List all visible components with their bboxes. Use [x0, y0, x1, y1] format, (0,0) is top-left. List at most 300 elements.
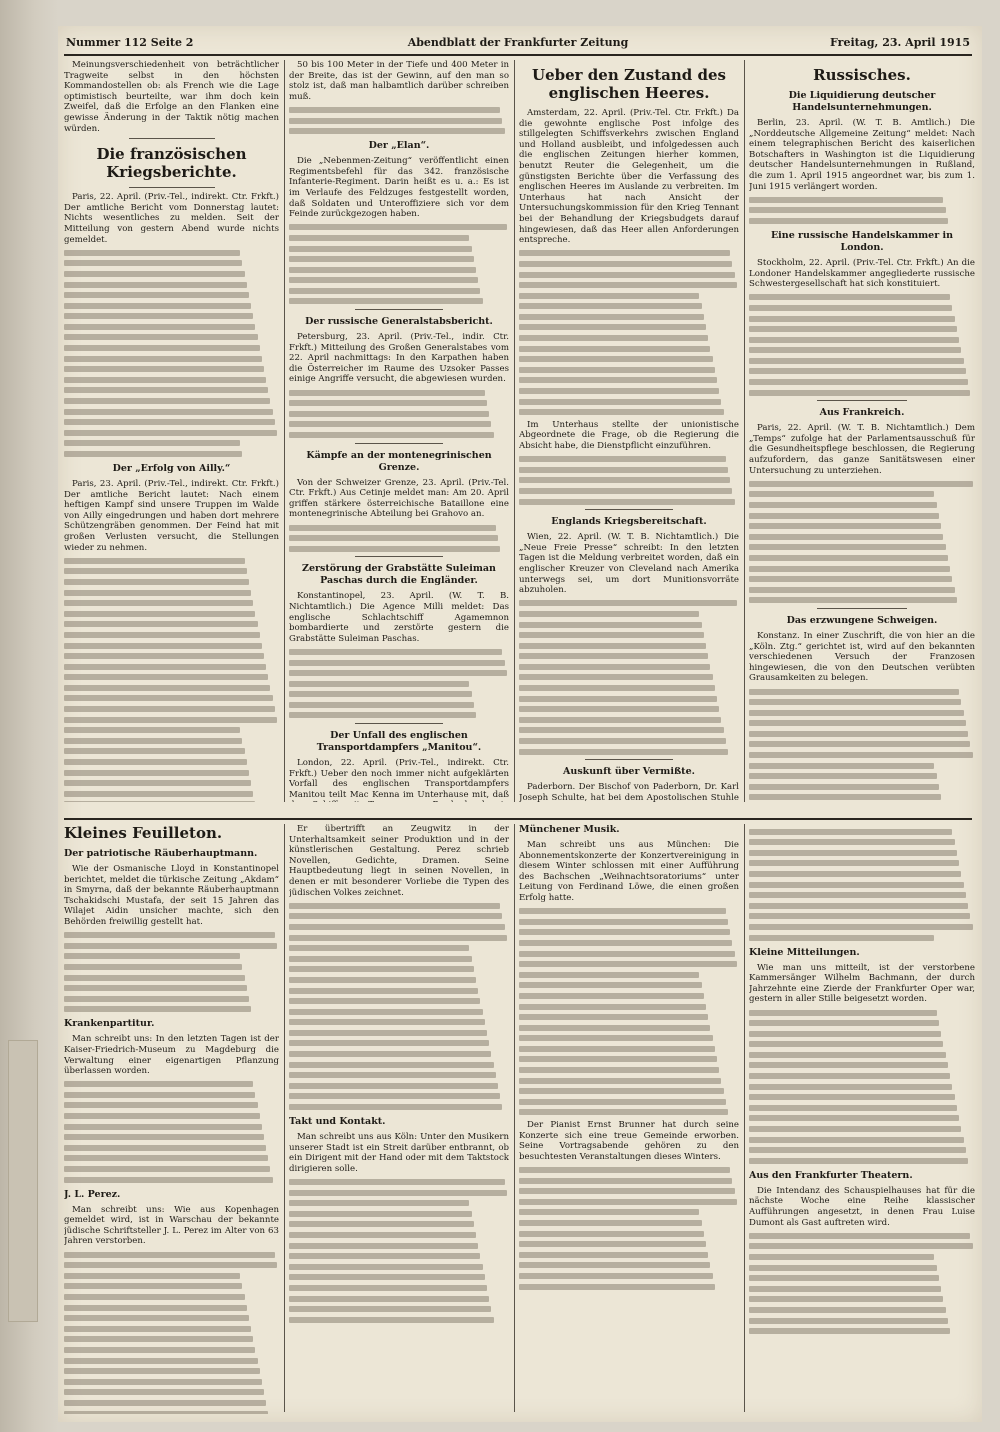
article-paragraph: Berlin, 23. April. (W. T. B. Amtlich.) Die „Norddeutsche Allgemeine Zeitung“ meldet: Nach einem telegraphischen Bericht des kaiserlichen Botschafters in Washington ist die Liquidierung deutscher Handelsunternehmungen in Rußland, die zum 1. April 1915 angeordnet war, bis zum 1. Juni 1915 verlängert worden. — [749, 118, 975, 192]
text-line — [749, 597, 957, 603]
text-line — [64, 334, 258, 340]
text-line — [64, 1113, 260, 1119]
text-line — [64, 759, 247, 765]
column-rule — [284, 824, 285, 1412]
text-line — [519, 335, 708, 341]
column-rule — [514, 824, 515, 1412]
text-line — [519, 1262, 710, 1268]
text-line — [64, 430, 277, 436]
separator — [129, 187, 215, 188]
text-line — [64, 313, 253, 319]
text-line — [289, 1083, 498, 1089]
text-line — [749, 892, 966, 898]
text-line — [519, 367, 715, 373]
text-line — [519, 972, 699, 978]
article-paragraph: Von der Schweizer Grenze, 23. April. (Priv.-Tel. Ctr. Frkft.) Aus Cetinje meldet man: Am 20. April griffen stärkere österreichische Bataillone eine montenegrinische Abteilung bei Grahovo an. — [289, 477, 509, 520]
text-line — [289, 288, 480, 294]
text-line — [749, 218, 948, 224]
text-line — [289, 107, 500, 113]
text-line — [64, 1411, 268, 1415]
text-line — [289, 1104, 502, 1110]
text-line — [64, 791, 253, 797]
article-paragraph: Konstanz. In einer Zuschrift, die von hier an die „Köln. Ztg.“ gerichtet ist, wird auf den bekannten verschiedenen Versuch der Franzosen hingewiesen, die von den Deutschen verübten Grausamkeiten zu belegen. — [749, 630, 975, 684]
text-line — [519, 706, 719, 712]
text-line — [64, 1124, 262, 1130]
text-line — [289, 1264, 483, 1270]
sub-heading-london-chamber: Eine russische Handelskammer in London. — [770, 229, 954, 253]
article-paragraph: Im Unterhaus stellte der unionistische Abgeordnete die Frage, ob die Regierung die Absicht habe, die Dienstpflicht einzuführen. — [519, 419, 739, 451]
article-paragraph: Paderborn. Der Bischof von Paderborn, Dr. Karl Joseph Schulte, hat bei dem Apostolischen Stuhle — [519, 782, 739, 802]
text-line — [749, 1010, 937, 1016]
text-line — [289, 1030, 487, 1036]
text-line — [749, 829, 952, 835]
text-line — [749, 305, 952, 311]
text-line — [749, 368, 966, 374]
text-line — [749, 1105, 957, 1111]
text-line — [64, 653, 264, 659]
text-line — [749, 316, 955, 322]
text-line — [749, 587, 955, 593]
text-line — [64, 1102, 258, 1108]
text-line — [519, 611, 699, 617]
text-line — [519, 674, 713, 680]
text-line — [64, 282, 247, 288]
text-line — [64, 1081, 253, 1087]
text-line — [64, 1368, 260, 1374]
sub-heading-missing-persons: Auskunft über Vermißte. — [563, 766, 695, 778]
text-line — [64, 398, 270, 404]
text-line — [289, 956, 472, 962]
sub-heading-suleiman: Zerstörung der Grabstätte Suleiman Paschas durch die Engländer. — [302, 563, 496, 587]
separator — [817, 608, 907, 609]
article-paragraph: Stockholm, 22. April. (Priv.-Tel. Ctr. Frkft.) An die Londoner Handelskammer angegliederte russische Schwestergesellschaft hat sich konstituiert. — [749, 257, 975, 290]
text-line — [64, 1283, 242, 1289]
text-line — [519, 499, 735, 505]
issue-date: Freitag, 23. April 1915 — [830, 36, 970, 49]
text-line — [64, 985, 247, 991]
text-line — [749, 1296, 943, 1302]
text-line — [64, 727, 240, 733]
text-line — [519, 1220, 702, 1226]
text-line — [519, 1241, 706, 1247]
text-line — [749, 1158, 968, 1164]
text-line — [289, 411, 489, 417]
text-line — [64, 943, 277, 949]
text-line — [64, 1389, 264, 1395]
text-line — [64, 558, 245, 564]
feuilleton-column-1 — [64, 824, 279, 1414]
separator — [129, 138, 215, 139]
text-line — [289, 421, 491, 427]
text-line — [289, 277, 478, 283]
text-line — [64, 600, 253, 606]
text-line — [289, 546, 500, 552]
article-paragraph: Konstantinopel, 23. April. (W. T. B. Nichtamtlich.) Die Agence Milli meldet: Das englische Schlachtschiff Agamemnon bombardierte und zerstörte gestern die Grabstätte Suleiman Paschas. — [289, 591, 509, 644]
text-line — [519, 477, 730, 483]
text-line — [519, 685, 715, 691]
text-line — [749, 1031, 941, 1037]
text-line — [519, 727, 724, 733]
article-heading-russian: Russisches. — [813, 66, 911, 84]
text-line — [519, 1109, 728, 1115]
feuilleton-paragraph: Man schreibt uns: In den letzten Tagen ist der Kaiser-Friedrich-Museum zu Magdeburg die Verwaltung einer eigenartigen Pflanzung überlassen worden. — [64, 1034, 279, 1077]
text-line — [519, 1078, 721, 1084]
text-line — [64, 801, 255, 802]
text-line — [519, 696, 717, 702]
text-line — [519, 1067, 719, 1073]
feuilleton-column-4 — [749, 824, 975, 1414]
text-line — [519, 346, 710, 352]
text-line — [519, 961, 737, 967]
text-line — [289, 1285, 487, 1291]
text-line — [519, 1252, 708, 1258]
text-line — [519, 1004, 706, 1010]
text-line — [289, 1253, 480, 1259]
text-line — [64, 932, 275, 938]
masthead: Abendblatt der Frankfurter Zeitung — [407, 36, 629, 49]
text-line — [749, 294, 950, 300]
text-line — [749, 720, 966, 726]
text-line — [749, 1084, 952, 1090]
text-line — [749, 773, 937, 779]
text-line — [289, 1009, 483, 1015]
separator — [585, 509, 673, 510]
text-line — [519, 643, 706, 649]
text-line — [64, 643, 262, 649]
article-paragraph: Paris, 22. April. (Priv.-Tel., indirekt. Ctr. Frkft.) Der amtliche Bericht vom Donnerstag lautet: Nichts wesentliches zu melden. Seit der Mitteilung von gestern Abend wurde nichts gemeldet. — [64, 192, 279, 245]
text-line — [64, 366, 264, 372]
text-line — [64, 1379, 262, 1385]
text-line — [289, 256, 474, 262]
text-line — [289, 945, 469, 951]
text-line — [64, 1092, 255, 1098]
text-line — [749, 1286, 941, 1292]
feuilleton-paragraph: Der Pianist Ernst Brunner hat durch seine Konzerte sich eine treue Gemeinde erworben. Seine Vortragsabende gehören zu den besuchtesten Veranstaltungen dieses Winters. — [519, 1120, 739, 1162]
text-line — [289, 977, 476, 983]
text-line — [519, 1231, 704, 1237]
text-line — [749, 555, 948, 561]
text-line — [519, 272, 735, 278]
text-line — [749, 390, 970, 396]
text-line — [749, 1052, 946, 1058]
text-line — [289, 1243, 478, 1249]
text-line — [749, 935, 934, 941]
sub-heading-silence: Das erzwungene Schweigen. — [786, 614, 938, 626]
text-line — [749, 197, 943, 203]
text-line — [64, 1294, 245, 1300]
text-line — [749, 491, 934, 497]
text-line — [749, 1265, 937, 1271]
text-line — [749, 523, 941, 529]
text-line — [749, 358, 964, 364]
page-header — [64, 32, 972, 56]
text-line — [64, 1336, 253, 1342]
column-4 — [749, 60, 975, 802]
feuilleton-item-title: Aus den Frankfurter Theatern. — [749, 1169, 913, 1181]
feuilleton-paragraph: Wie man uns mitteilt, ist der verstorbene Kammersänger Wilhelm Bachmann, der durch Jahrzehnte eine Zierde der Frankfurter Oper war, gestern in aller Stille beigesetzt worden. — [749, 962, 975, 1005]
text-line — [749, 502, 937, 508]
text-line — [749, 566, 950, 572]
text-line — [519, 919, 728, 925]
text-line — [749, 710, 964, 716]
text-line — [749, 794, 941, 800]
feuilleton-paragraph: Die Intendanz des Schauspielhauses hat für die nächste Woche eine Reihe klassischer Aufführungen angesetzt, in denen Frau Luise Dumont als Gast auftreten wird. — [749, 1185, 975, 1228]
text-line — [749, 347, 961, 353]
text-line — [749, 860, 959, 866]
separator — [817, 400, 907, 401]
text-line — [289, 267, 476, 273]
text-line — [749, 534, 943, 540]
text-line — [519, 261, 732, 267]
paper-strip — [8, 1040, 38, 1322]
article-paragraph: Paris, 22. April. (W. T. B. Nichtamtlich.) Dem „Temps“ zufolge hat der Parlamentsausschuß für die Gesundheitspflege beschlossen, die Regierung aufzufordern, das ganze Sanitätswesen einer Untersuchung zu unterziehen. — [749, 423, 975, 476]
text-line — [519, 600, 737, 606]
article-paragraph: London, 22. April. (Priv.-Tel., indirekt. Ctr. Frkft.) Ueber den noch immer nicht aufgeklärten Vorfall des englischen Transportdampfers Manitou teilt Mac Kenna im Unterhause mit, daß — [289, 758, 509, 800]
text-line — [519, 1284, 715, 1290]
text-line — [64, 685, 270, 691]
text-line — [519, 388, 719, 394]
text-line — [749, 513, 939, 519]
issue-number: Nummer 112 Seite 2 — [66, 36, 194, 49]
sub-heading-russian-report: Der russische Generalstabsbericht. — [305, 316, 493, 328]
text-line — [64, 1155, 268, 1161]
text-line — [289, 1190, 507, 1196]
separator — [585, 759, 673, 760]
text-line — [64, 1347, 255, 1353]
column-3 — [519, 60, 739, 802]
text-line — [749, 1073, 950, 1079]
text-line — [519, 409, 724, 415]
text-line — [749, 1062, 948, 1068]
sub-heading-liquidation: Die Liquidierung deutscher Handelsunternehmungen. — [788, 90, 936, 113]
text-line — [64, 1305, 247, 1311]
text-line — [64, 377, 266, 383]
text-line — [289, 224, 507, 230]
text-line — [64, 1145, 266, 1151]
text-line — [519, 488, 732, 494]
text-line — [749, 850, 957, 856]
text-line — [749, 699, 961, 705]
text-line — [64, 695, 273, 701]
feuilleton-divider — [64, 818, 972, 820]
text-line — [289, 235, 469, 241]
text-line — [64, 303, 251, 309]
text-line — [64, 770, 249, 776]
newspaper-page — [58, 26, 982, 1422]
text-line — [289, 128, 505, 134]
text-line — [749, 913, 970, 919]
text-line — [64, 356, 262, 362]
text-line — [289, 298, 483, 304]
text-line — [289, 432, 494, 438]
text-line — [749, 839, 955, 845]
text-line — [64, 780, 251, 786]
feuilleton-heading: Kleines Feuilleton. — [64, 824, 223, 842]
text-line — [519, 717, 721, 723]
text-line — [749, 741, 970, 747]
text-line — [749, 1275, 939, 1281]
text-line — [64, 996, 249, 1002]
text-line — [64, 1262, 277, 1268]
text-line — [519, 940, 732, 946]
text-line — [289, 1019, 485, 1025]
text-line — [749, 924, 973, 930]
text-line — [749, 1147, 966, 1153]
text-line — [519, 929, 730, 935]
text-line — [519, 993, 704, 999]
text-line — [64, 738, 242, 744]
text-line — [749, 1318, 948, 1324]
text-line — [64, 964, 242, 970]
text-line — [519, 1273, 713, 1279]
text-line — [519, 456, 726, 462]
text-line — [749, 903, 968, 909]
text-line — [519, 738, 726, 744]
text-line — [64, 260, 242, 266]
feuilleton-item-title: Kleine Mitteilungen. — [749, 946, 860, 958]
text-line — [749, 1243, 973, 1249]
text-line — [289, 966, 474, 972]
text-line — [519, 1199, 737, 1205]
text-line — [749, 689, 959, 695]
text-line — [519, 664, 710, 670]
text-line — [289, 1232, 476, 1238]
column-rule — [514, 60, 515, 802]
text-line — [64, 419, 275, 425]
text-line — [519, 982, 702, 988]
text-line — [64, 674, 268, 680]
text-line — [64, 953, 240, 959]
text-line — [64, 292, 249, 298]
text-line — [519, 314, 704, 320]
text-line — [289, 649, 502, 655]
column-rule — [744, 60, 745, 802]
text-line — [64, 748, 245, 754]
feuilleton-section — [58, 824, 982, 1416]
text-line — [519, 1188, 735, 1194]
text-line — [289, 681, 469, 687]
article-paragraph: 50 bis 100 Meter in der Tiefe und 400 Meter in der Breite, das ist der Gewinn, auf den man so stolz ist, daß man halbamtlich darüber schreiben muß. — [289, 60, 509, 102]
feuilleton-item-title: Takt und Kontakt. — [289, 1116, 386, 1128]
text-line — [289, 525, 496, 531]
column-1 — [64, 60, 279, 802]
text-line — [749, 207, 946, 213]
article-heading-french-reports: Die französischen Kriegsberichte. — [96, 145, 247, 182]
text-line — [519, 1014, 708, 1020]
text-line — [289, 670, 507, 676]
text-line — [64, 590, 251, 596]
text-line — [289, 400, 487, 406]
text-line — [64, 345, 260, 351]
text-line — [289, 1200, 469, 1206]
text-line — [749, 731, 968, 737]
text-line — [64, 271, 245, 277]
text-line — [749, 1126, 961, 1132]
text-line — [64, 1400, 266, 1406]
text-line — [64, 440, 240, 446]
text-line — [289, 246, 472, 252]
text-line — [64, 1134, 264, 1140]
text-line — [519, 1178, 732, 1184]
text-line — [519, 1025, 710, 1031]
text-line — [519, 377, 717, 383]
text-line — [64, 1315, 249, 1321]
text-line — [64, 250, 240, 256]
text-line — [749, 481, 973, 487]
text-line — [749, 1307, 946, 1313]
text-line — [64, 632, 260, 638]
text-line — [64, 1177, 273, 1183]
sub-heading-france: Aus Frankreich. — [819, 407, 905, 419]
text-line — [519, 622, 702, 628]
sub-heading-manitou: Der Unfall des englischen Transportdampfers „Manitou“. — [316, 730, 482, 754]
text-line — [749, 576, 952, 582]
text-line — [749, 1041, 943, 1047]
column-2 — [289, 60, 509, 802]
text-line — [289, 935, 507, 941]
text-line — [749, 1137, 964, 1143]
text-line — [289, 1221, 474, 1227]
text-line — [289, 702, 474, 708]
text-line — [64, 1273, 240, 1279]
text-line — [289, 390, 485, 396]
text-line — [289, 1072, 496, 1078]
text-line — [519, 303, 702, 309]
text-line — [519, 250, 730, 256]
sub-heading-elan: Der „Elan“. — [368, 140, 430, 152]
text-line — [64, 717, 277, 723]
feuilleton-column-2 — [289, 824, 509, 1414]
text-line — [519, 1046, 715, 1052]
text-line — [64, 664, 266, 670]
article-heading-english-army: Ueber den Zustand des englischen Heeres. — [532, 66, 726, 102]
text-line — [289, 1051, 491, 1057]
sub-heading-ailly: Der „Erfolg von Ailly.“ — [112, 463, 231, 474]
text-line — [289, 660, 505, 666]
text-line — [519, 1035, 713, 1041]
feuilleton-item-title: Münchener Musik. — [519, 824, 620, 835]
text-line — [519, 951, 735, 957]
text-line — [519, 467, 728, 473]
text-line — [64, 387, 268, 393]
text-line — [749, 1233, 970, 1239]
text-line — [289, 988, 478, 994]
separator — [355, 443, 443, 444]
article-paragraph: Die „Nebenmen-Zeitung“ veröffentlicht einen Regimentsbefehl für das 342. französische Infanterie-Regiment. Darin heißt es u. a.: Es ist im Verlaufe des Feldzuges festgestellt worden, daß Soldaten und Unteroffiziere sich vor dem Feinde zurückgezogen haben. — [289, 156, 509, 220]
feuilleton-item-title: J. L. Perez. — [64, 1188, 121, 1200]
text-line — [289, 1306, 491, 1312]
text-line — [64, 1252, 275, 1258]
article-paragraph: Petersburg, 23. April. (Priv.-Tel., indir. Ctr. Frkft.) Mitteilung des Großen Generalstabes vom 22. April nachmittags: In den Karpathen haben die Österreicher im Raume des Uzsoker Passes einige Angriffe versucht, die abgewiesen wurden. — [289, 332, 509, 385]
text-line — [289, 1062, 494, 1068]
text-line — [64, 975, 245, 981]
text-line — [519, 293, 699, 299]
text-line — [749, 1254, 934, 1260]
text-line — [749, 763, 934, 769]
text-line — [289, 1296, 489, 1302]
text-line — [749, 544, 946, 550]
text-line — [64, 579, 249, 585]
text-line — [749, 379, 968, 385]
text-line — [519, 1167, 730, 1173]
text-line — [64, 324, 255, 330]
text-line — [64, 1166, 270, 1172]
text-line — [289, 712, 476, 718]
text-line — [519, 1099, 726, 1105]
text-line — [64, 451, 242, 457]
feuilleton-item-title: Krankenpartitur. — [64, 1018, 155, 1030]
text-line — [519, 399, 721, 405]
